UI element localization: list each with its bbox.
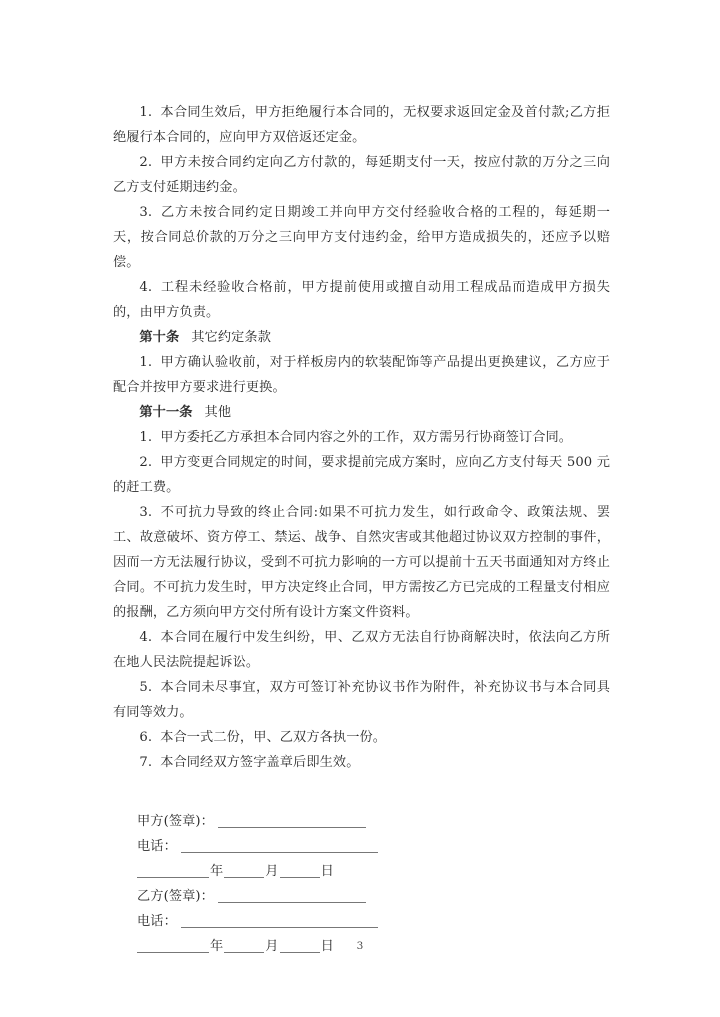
clause-marker: 6. bbox=[139, 730, 153, 745]
clause-text: 甲方未按合同约定向乙方付款的，每延期支付一天，按应付款的万分之三向乙方支付延期违约金。 bbox=[113, 155, 610, 195]
party-b-signature-label: 乙方(签章)： bbox=[137, 889, 214, 904]
clause-item bbox=[113, 750, 610, 775]
party-a-date-row bbox=[137, 859, 610, 884]
clause-marker: 4. bbox=[139, 630, 153, 645]
clause-text: 工程未经验收合格前，甲方提前使用或擅自动用工程成品而造成甲方损失的，由甲方负责。 bbox=[113, 280, 610, 320]
clause-text: 甲方变更合同规定的时间，要求提前完成方案时，应向乙方支付每天 500 元的赶工费。 bbox=[113, 455, 610, 495]
clause-item bbox=[113, 675, 610, 725]
clause-item bbox=[113, 450, 610, 500]
party-a-day-field[interactable] bbox=[280, 877, 320, 878]
clause-item bbox=[113, 275, 610, 325]
clause-text: 不可抗力导致的终止合同:如果不可抗力发生，如行政命令、政策法规、罢工、故意破坏、资方停工、禁运、战争、自然灾害或其他超过协议双方控制的事件，因而一方无法履行协议，受到不可抗力影响的一方可以提前十五天书面通知对方终止合同。不可抗力发生时，甲方决定终止合同，甲方需按乙方已完成的工程量支付相应的报酬，乙方须向甲方交付所有设计方案文件资料。 bbox=[113, 505, 610, 620]
section-heading-11 bbox=[113, 400, 610, 425]
party-a-day-unit: 日 bbox=[320, 864, 334, 879]
party-a-phone-row bbox=[137, 834, 610, 859]
party-b-signature-field[interactable] bbox=[218, 902, 366, 903]
clause-marker: 2. bbox=[139, 155, 153, 170]
clause-item bbox=[113, 100, 610, 150]
party-b-phone-label: 电话： bbox=[137, 914, 177, 929]
party-b-month-unit: 月 bbox=[265, 939, 279, 954]
party-a-month-field[interactable] bbox=[224, 877, 264, 878]
clause-item bbox=[113, 200, 610, 275]
party-b-year-unit: 年 bbox=[210, 939, 224, 954]
party-a-month-unit: 月 bbox=[265, 864, 279, 879]
clause-marker: 5. bbox=[139, 680, 153, 695]
party-a-signature-label: 甲方(签章)： bbox=[137, 814, 214, 829]
clause-item bbox=[113, 150, 610, 200]
section-heading-10 bbox=[113, 325, 610, 350]
party-b-month-field[interactable] bbox=[224, 952, 264, 953]
party-a-phone-label: 电话： bbox=[137, 839, 177, 854]
clause-marker: 4. bbox=[139, 280, 153, 295]
party-b-signature-row bbox=[137, 884, 610, 909]
clause-marker: 1. bbox=[139, 355, 153, 370]
party-b-day-field[interactable] bbox=[280, 952, 320, 953]
party-b-day-unit: 日 bbox=[320, 939, 334, 954]
clause-item bbox=[113, 425, 610, 450]
party-a-phone-field[interactable] bbox=[181, 852, 378, 853]
clause-marker: 3. bbox=[139, 505, 153, 520]
party-b-phone-field[interactable] bbox=[181, 927, 378, 928]
party-a-signature-field[interactable] bbox=[218, 827, 366, 828]
clause-text: 本合一式二份，甲、乙双方各执一份。 bbox=[160, 730, 387, 745]
clause-item bbox=[113, 625, 610, 675]
clause-text: 本合同生效后，甲方拒绝履行本合同的，无权要求返回定金及首付款;乙方拒绝履行本合同的，应向甲方双倍返还定金。 bbox=[113, 105, 610, 145]
clause-text: 乙方未按合同约定日期竣工并向甲方交付经验收合格的工程的，每延期一天，按合同总价款的万分之三向甲方支付违约金，给甲方造成损失的，还应予以赔偿。 bbox=[113, 205, 610, 270]
section-11-title: 其他 bbox=[204, 405, 232, 420]
clause-marker: 2. bbox=[139, 455, 153, 470]
party-a-year-field[interactable] bbox=[137, 877, 209, 878]
section-10-label: 第十条 bbox=[139, 330, 180, 345]
clause-marker: 7. bbox=[139, 755, 153, 770]
party-b-year-field[interactable] bbox=[137, 952, 209, 953]
clause-text: 本合同未尽事宜，双方可签订补充协议书作为附件，补充协议书与本合同具有同等效力。 bbox=[113, 680, 610, 720]
clause-text: 甲方确认验收前，对于样板房内的软装配饰等产品提出更换建议，乙方应于配合并按甲方要求进行更换。 bbox=[113, 355, 610, 395]
clause-item bbox=[113, 500, 610, 625]
page-number: 3 bbox=[356, 940, 364, 952]
clause-item bbox=[113, 725, 610, 750]
party-a-signature-row bbox=[137, 809, 610, 834]
clause-text: 本合同经双方签字盖章后即生效。 bbox=[160, 755, 360, 770]
section-10-title: 其它约定条款 bbox=[191, 330, 271, 345]
signature-block bbox=[113, 809, 610, 959]
section-11-label: 第十一条 bbox=[139, 405, 193, 420]
clause-marker: 3. bbox=[139, 205, 153, 220]
party-b-phone-row bbox=[137, 909, 610, 934]
clause-marker: 1. bbox=[139, 105, 153, 120]
clause-text: 本合同在履行中发生纠纷，甲、乙双方无法自行协商解决时，依法向乙方所在地人民法院提起诉讼。 bbox=[113, 630, 610, 670]
clause-marker: 1. bbox=[139, 430, 153, 445]
party-a-year-unit: 年 bbox=[210, 864, 224, 879]
document-body bbox=[113, 100, 610, 959]
clause-text: 甲方委托乙方承担本合同内容之外的工作，双方需另行协商签订合同。 bbox=[160, 430, 573, 445]
clause-item bbox=[113, 350, 610, 400]
